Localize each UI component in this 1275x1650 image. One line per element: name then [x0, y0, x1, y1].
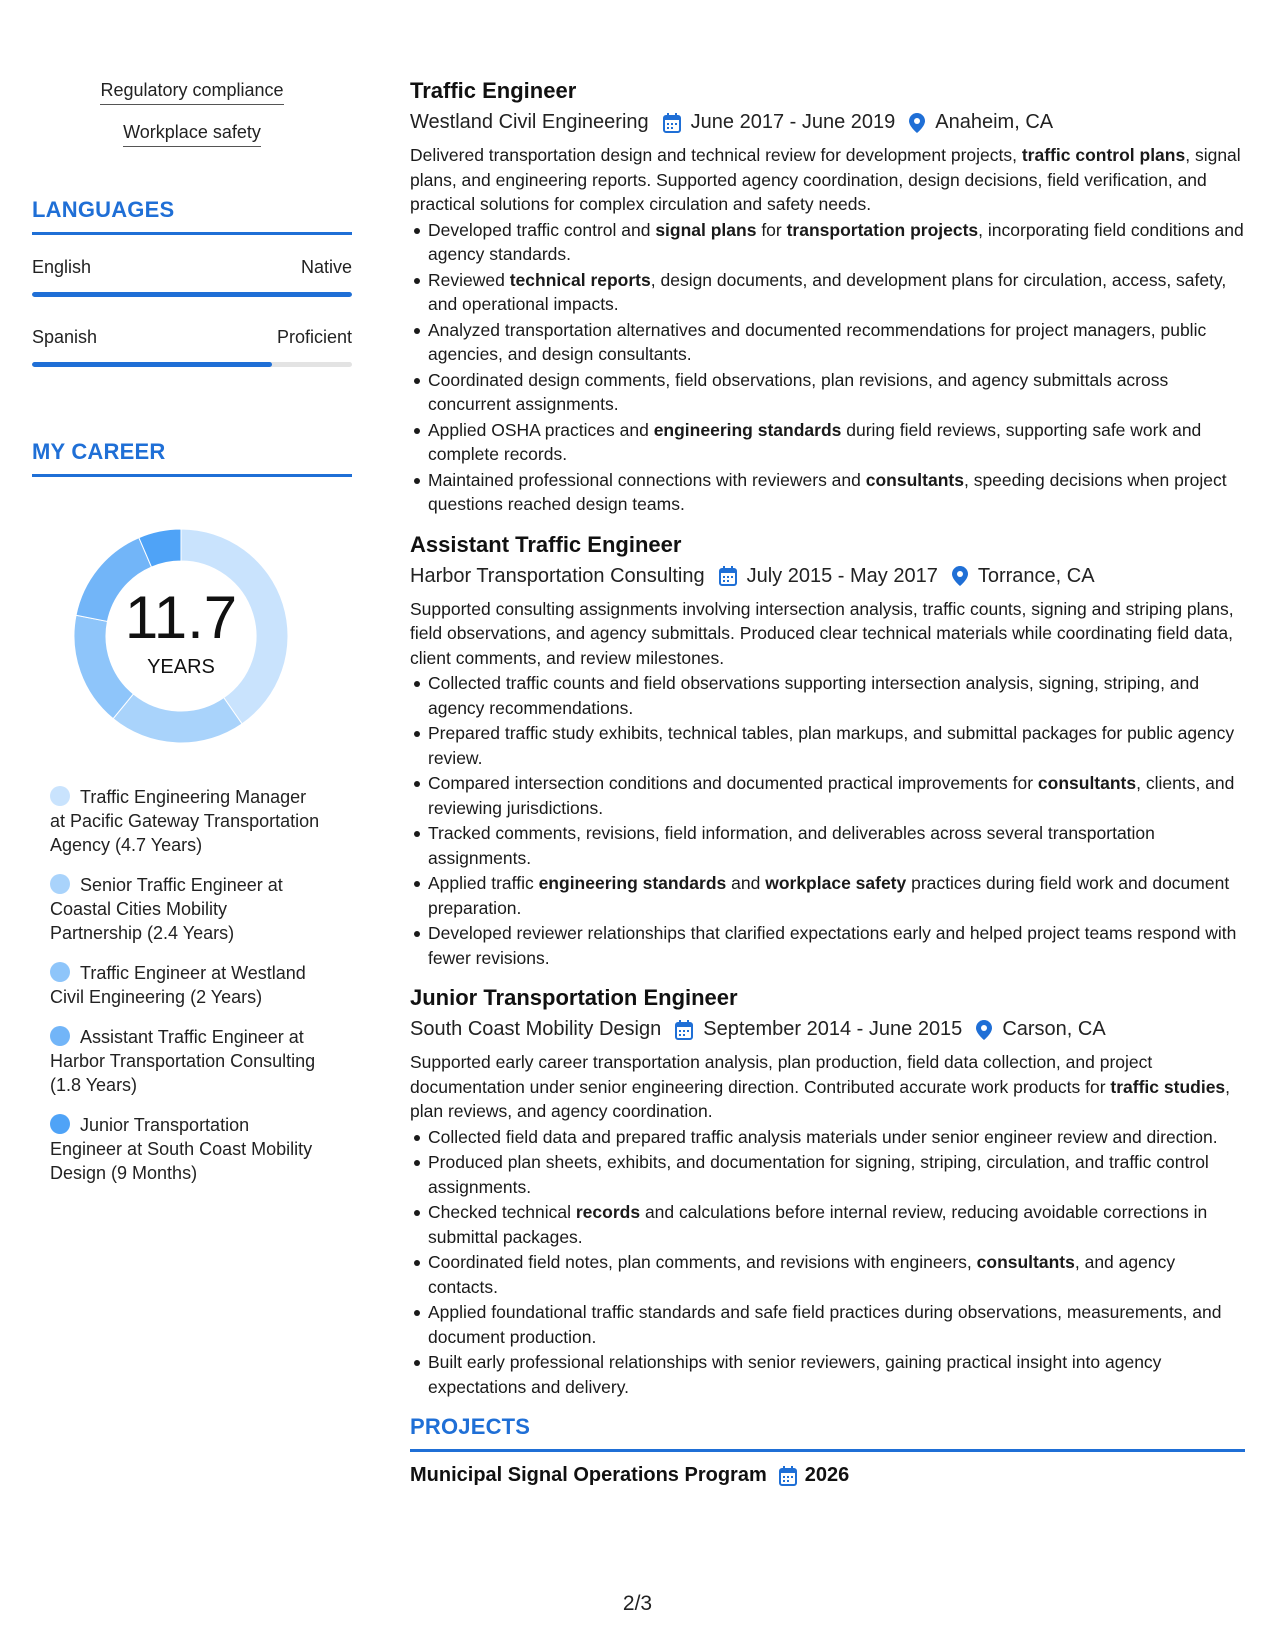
job-dates: September 2014 - June 2015	[703, 1018, 963, 1040]
language-bar-fill	[32, 362, 272, 367]
experience-item	[410, 532, 1245, 971]
career-legend-label: Junior Transportation Engineer at South Coast Mobility Design (9 Months)	[50, 1115, 313, 1183]
job-bullet: Developed reviewer relationships that clarified expectations early and helped project teams respond with fewer revisions.	[428, 921, 1245, 970]
job-bullet: Developed traffic control and signal plans for transportation projects, incorporating field conditions and agency standards.	[428, 218, 1245, 267]
language-bar-fill	[32, 292, 352, 297]
job-bullet: Applied OSHA practices and engineering standards during field reviews, supporting safe work and complete records.	[428, 418, 1245, 467]
job-bullet: Tracked comments, revisions, field information, and deliverables across several transportation assignments.	[428, 821, 1245, 870]
career-section	[32, 439, 352, 1185]
job-bullet: Reviewed technical reports, design documents, and development plans for circulation, access, safety, and operational impacts.	[428, 268, 1245, 317]
language-name: Spanish	[32, 327, 98, 347]
legend-dot-icon	[50, 1026, 70, 1046]
calendar-icon	[675, 1020, 693, 1040]
career-legend-label: Assistant Traffic Engineer at Harbor Transportation Consulting (1.8 Years)	[50, 1027, 316, 1095]
career-legend-item	[50, 785, 322, 857]
career-legend-label: Traffic Engineering Manager at Pacific Gateway Transportation Agency (4.7 Years)	[50, 787, 320, 855]
skill-item: Workplace safety	[32, 122, 352, 147]
projects-section	[410, 1414, 1245, 1487]
career-legend-item	[50, 1113, 322, 1185]
section-title-projects: PROJECTS	[410, 1414, 531, 1439]
job-company: Harbor Transportation Consulting	[410, 564, 705, 587]
job-dates: June 2017 - June 2019	[690, 111, 896, 133]
skill-item: Regulatory compliance	[32, 80, 352, 105]
experience-item	[410, 985, 1245, 1399]
career-donut-chart	[66, 521, 296, 751]
job-bullet: Coordinated design comments, field observations, plan revisions, and agency submittals across concurrent assignments.	[428, 368, 1245, 417]
language-item	[32, 327, 352, 367]
career-legend-item	[50, 873, 322, 945]
section-title-career: MY CAREER	[32, 439, 166, 464]
section-title-languages: LANGUAGES	[32, 197, 175, 222]
right-column	[410, 78, 1245, 1487]
location-pin-icon	[952, 566, 968, 586]
job-bullet: Applied traffic engineering standards and workplace safety practices during field work and document preparation.	[428, 871, 1245, 920]
job-bullet: Applied foundational traffic standards and safe field practices during observations, measurements, and document production.	[428, 1300, 1245, 1349]
language-item	[32, 257, 352, 297]
location-pin-icon	[976, 1020, 992, 1040]
section-divider	[32, 232, 352, 235]
left-column	[32, 80, 352, 1201]
job-description: Supported consulting assignments involving intersection analysis, traffic counts, signing and striping plans, field observations, and agency submittals. Produced clear technical materials while coordinating field data, client comments, and review milestones.	[410, 598, 1234, 668]
job-description: Delivered transportation design and technical review for development projects, traffic control plans, signal plans, and engineering reports. Supported agency coordination, design decisions, field verification, and practical solutions for complex circulation and safety needs.	[410, 145, 1241, 214]
job-bullets	[410, 218, 1245, 517]
job-location: Anaheim, CA	[935, 111, 1054, 133]
calendar-icon	[719, 566, 737, 586]
career-total-unit: YEARS	[147, 655, 215, 678]
job-meta	[410, 565, 1245, 588]
job-bullet: Compared intersection conditions and documented practical improvements for consultants, clients, and reviewing jurisdictions.	[428, 771, 1245, 820]
job-dates: July 2015 - May 2017	[746, 564, 938, 587]
job-bullet: Produced plan sheets, exhibits, and documentation for signing, striping, circulation, and traffic control assignments.	[428, 1150, 1245, 1199]
language-bar	[32, 362, 352, 367]
legend-dot-icon	[50, 786, 70, 806]
legend-dot-icon	[50, 1114, 70, 1134]
job-bullet: Collected traffic counts and field observations supporting intersection analysis, signing, striping, and agency recommendations.	[428, 671, 1245, 720]
job-bullet: Analyzed transportation alternatives and documented recommendations for project managers, public agencies, and design consultants.	[428, 318, 1245, 367]
career-legend-item	[50, 961, 322, 1009]
job-company: Westland Civil Engineering	[410, 111, 649, 133]
job-title: Assistant Traffic Engineer	[410, 531, 682, 557]
project-item	[410, 1464, 1245, 1487]
language-name: English	[32, 257, 92, 277]
job-title: Junior Transportation Engineer	[410, 985, 738, 1010]
job-company: South Coast Mobility Design	[410, 1018, 662, 1040]
job-bullets	[410, 671, 1245, 970]
legend-dot-icon	[50, 962, 70, 982]
calendar-icon	[663, 113, 681, 133]
language-bar	[32, 292, 352, 297]
career-total-years: 11.7	[124, 583, 238, 651]
project-name: Municipal Signal Operations Program	[410, 1464, 767, 1486]
job-location: Torrance, CA	[977, 564, 1095, 587]
job-bullet: Checked technical records and calculations before internal review, reducing avoidable corrections in submittal packages.	[428, 1200, 1245, 1249]
job-title: Traffic Engineer	[410, 78, 577, 103]
legend-dot-icon	[50, 874, 70, 894]
job-description: Supported early career transportation analysis, plan production, field data collection, and project documentation under senior engineering direction. Contributed accurate work products for traffic studies, plan reviews, and agency coordination.	[410, 1052, 1231, 1121]
job-bullet: Collected field data and prepared traffic analysis materials under senior engineer review and direction.	[428, 1125, 1245, 1150]
experience-item	[410, 78, 1245, 517]
experience-list	[410, 78, 1245, 1399]
job-bullet: Maintained professional connections with reviewers and consultants, speeding decisions when project questions reached design teams.	[428, 468, 1245, 517]
career-legend-item	[50, 1025, 322, 1097]
job-meta	[410, 1018, 1245, 1041]
page-number: 2/3	[622, 1592, 653, 1615]
job-bullet: Built early professional relationships with senior reviewers, gaining practical insight into agency expectations and delivery.	[428, 1350, 1245, 1399]
career-legend	[32, 785, 322, 1185]
job-meta	[410, 111, 1245, 134]
language-level: Proficient	[276, 327, 352, 347]
language-level: Native	[300, 257, 352, 277]
job-bullet: Coordinated field notes, plan comments, and revisions with engineers, consultants, and agency contacts.	[428, 1250, 1245, 1299]
career-legend-label: Traffic Engineer at Westland Civil Engineering (2 Years)	[50, 963, 306, 1007]
section-divider	[32, 474, 352, 477]
job-bullet: Prepared traffic study exhibits, technical tables, plan markups, and submittal packages for public agency review.	[428, 721, 1245, 770]
section-divider	[410, 1449, 1245, 1452]
languages-section	[32, 197, 352, 367]
calendar-icon	[779, 1466, 797, 1486]
job-location: Carson, CA	[1002, 1018, 1106, 1040]
location-pin-icon	[909, 113, 925, 133]
job-bullets	[410, 1125, 1245, 1400]
project-year: 2026	[804, 1464, 850, 1486]
career-legend-label: Senior Traffic Engineer at Coastal Cities Mobility Partnership (2.4 Years)	[50, 875, 283, 943]
